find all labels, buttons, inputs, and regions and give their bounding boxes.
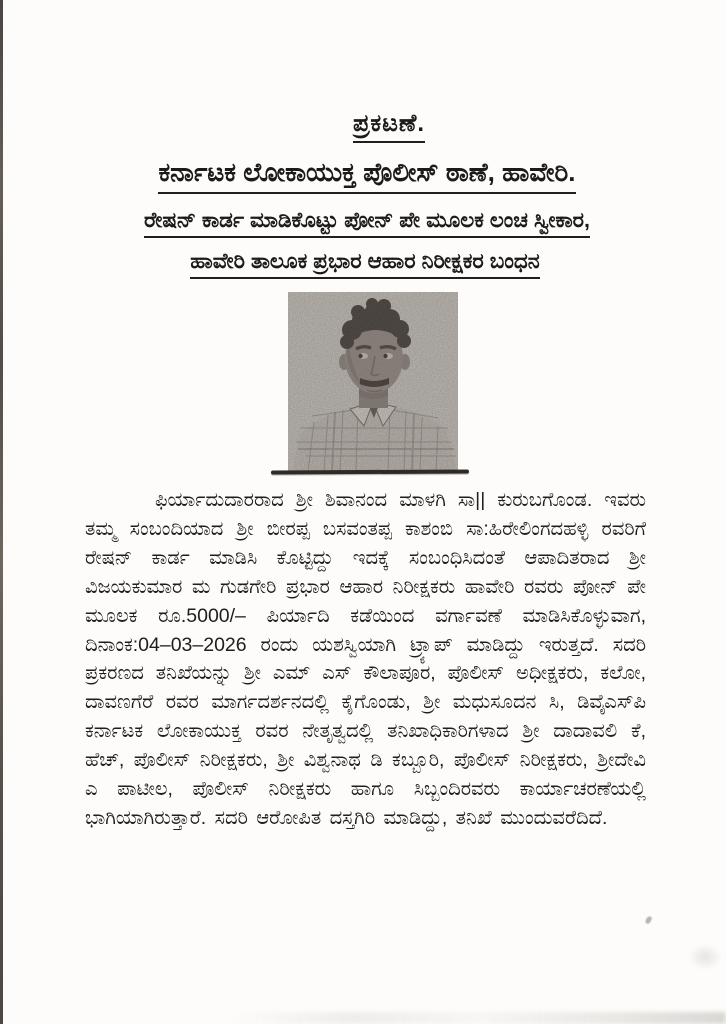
headline-line-1 <box>4 208 726 238</box>
page-title-text: ಪ್ರಕಟಣೆ. <box>353 110 425 143</box>
photo-bottom-scan-line <box>271 469 469 474</box>
station-title <box>4 157 726 194</box>
headline-line-2-text: ಹಾವೇರಿ ತಾಲೂಕ ಪ್ರಭಾರ ಆಹಾರ ನಿರೀಕ್ಷಕರ ಬಂಧನ <box>190 249 539 279</box>
bottom-edge-smudge <box>230 1012 726 1024</box>
headline-line-1-text: ರೇಷನ್ ಕಾರ್ಡ ಮಾಡಿಕೊಟ್ಟು ಪೋನ್ ಪೇ ಮೂಲಕ ಲಂಚ ಸ್ವೀಕಾರ, <box>144 208 590 238</box>
suspect-photo <box>288 292 458 472</box>
page-title <box>26 110 726 143</box>
photo-grain <box>288 292 458 472</box>
suspect-photo-illustration <box>288 292 458 472</box>
stray-ink-mark <box>644 915 652 924</box>
bottom-right-corner-smudge <box>688 944 722 970</box>
left-edge-scan-artifact <box>0 0 3 1024</box>
station-title-text: ಕರ್ನಾಟಕ ಲೋಕಾಯುಕ್ತ ಪೊಲೀಸ್ ಠಾಣೆ, ಹಾವೇರಿ. <box>158 157 575 194</box>
headline-line-2 <box>2 249 726 279</box>
press-note-body: ಫಿರ್ಯಾದುದಾರರಾದ ಶ್ರೀ ಶಿವಾನಂದ ಮಾಳಗಿ ಸಾ|| ಕುರುಬಗೊಂಡ. ಇವರು ತಮ್ಮ ಸಂಬಂದಿಯಾದ ಶ್ರೀ ಬೀರಪ್ಪ ಬಸವಂತಪ್ಪ ಕಾಶಂಬಿ ಸಾ:ಹಿರೇಲಿಂಗದಹಳ್ಳಿ ರವರಿಗೆ ರೇಷನ್ ಕಾರ್ಡ ಮಾಡಿಸಿ ಕೊಟ್ಟಿದ್ದು ಇದಕ್ಕೆ ಸಂಬಂಧಿಸಿದಂತೆ ಆಪಾದಿತರಾದ ಶ್ರೀ ವಿಜಯಕುಮಾರ ಮ ಗುಡಗೇರಿ ಪ್ರಭಾರ ಆಹಾರ ನಿರೀಕ್ಷಕರು ಹಾವೇರಿ ರವರು ಪೋನ್ ಪೇ ಮೂಲಕ ರೂ.5000/– ಪಿರ್ಯಾದಿ ಕಡೆಯಿಂದ ವರ್ಗಾವಣೆ ಮಾಡಿಸಿಕೊಳ್ಳುವಾಗ, ದಿನಾಂಕ:04–03–2026 ರಂದು ಯಶಸ್ವಿಯಾಗಿ ಟ್ರ್ಯಾಪ್ ಮಾಡಿದ್ದು ಇರುತ್ತದೆ. ಸದರಿ ಪ್ರಕರಣದ ತನಿಖೆಯನ್ನು ಶ್ರೀ ಎಮ್ ಎಸ್ ಕೌಲಾಪೂರ, ಪೊಲೀಸ್ ಅಧೀಕ್ಷಕರು, ಕಲೋ, ದಾವಣಗೆರೆ ರವರ ಮಾರ್ಗದರ್ಶನದಲ್ಲಿ ಕೈಗೊಂಡು, ಶ್ರೀ ಮಧುಸೂದನ ಸಿ, ಡಿವೈಎಸ್‌ಪಿ ಕರ್ನಾಟಕ ಲೋಕಾಯುಕ್ತ ರವರ ನೇತೃತ್ವದಲ್ಲಿ ತನಿಖಾಧಿಕಾರಿಗಳಾದ ಶ್ರೀ ದಾದಾವಲಿ ಕೆ, ಹೆಚ್, ಪೊಲೀಸ್ ನಿರೀಕ್ಷಕರು, ಶ್ರೀ ವಿಶ್ವನಾಥ ಡಿ ಕಬ್ಬೂರಿ, ಪೊಲೀಸ್ ನಿರೀಕ್ಷಕರು, ಶ್ರೀದೇವಿ ಎ ಪಾಟೀಲ, ಪೊಲೀಸ್ ನಿರೀಕ್ಷಕರು ಹಾಗೂ ಸಿಬ್ಬಂದಿರವರು ಕಾರ್ಯಾಚರಣೆಯಲ್ಲಿ ಭಾಗಿಯಾಗಿರುತ್ತಾರೆ. ಸದರಿ ಆರೋಪಿತ ದಸ್ತಗಿರಿ ಮಾಡಿದ್ದು, ತನಿಖೆ ಮುಂದುವರೆದಿದೆ. <box>85 489 646 829</box>
